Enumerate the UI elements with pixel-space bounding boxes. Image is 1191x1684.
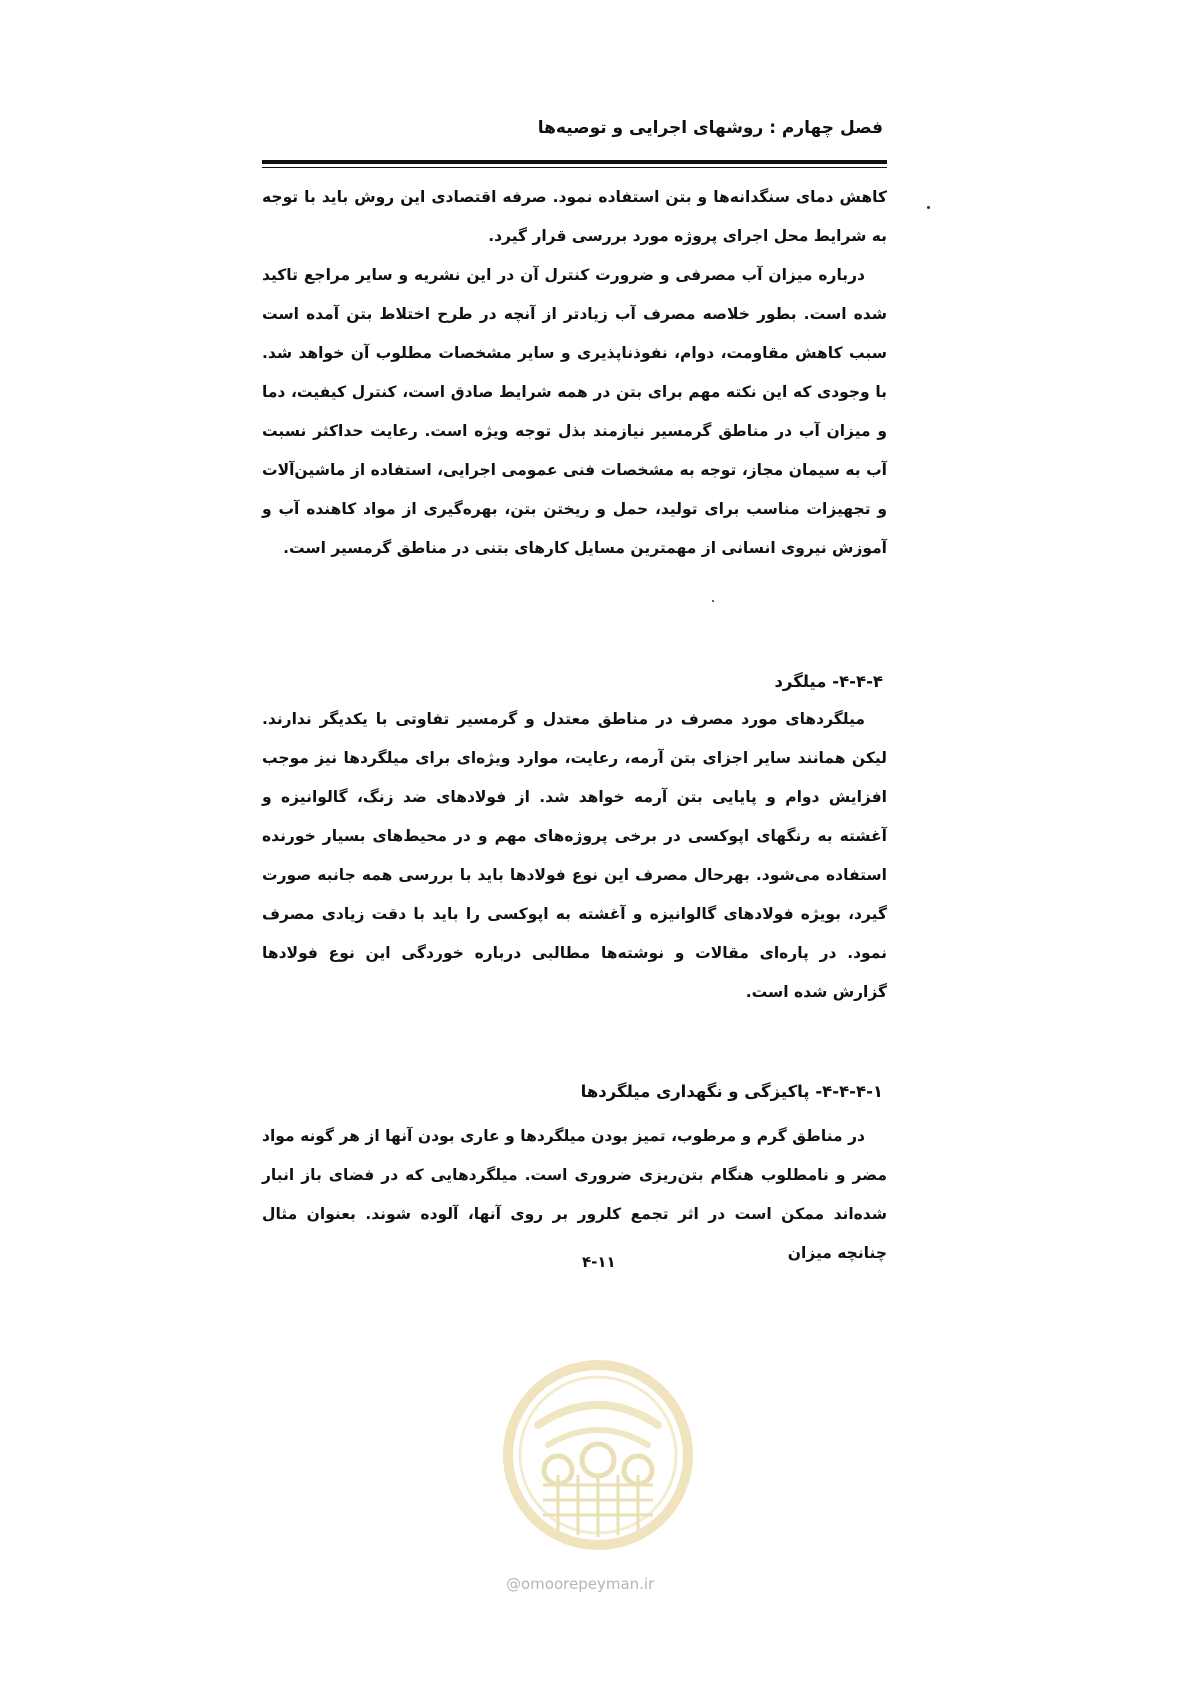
scan-speck	[712, 600, 714, 602]
section-heading-rebar-cleanliness: ۴-۴-۴-۱- پاکیزگی و نگهداری میلگردها	[580, 1082, 883, 1101]
rebar-text-block	[262, 700, 887, 1012]
watermark-logo-icon	[498, 1355, 698, 1555]
paragraph: کاهش دمای سنگدانه‌ها و بتن استفاده نمود. صرفه اقتصادی این روش باید با توجه به شرایط محل اجرای پروژه مورد بررسی قرار گیرد.	[262, 188, 887, 245]
chapter-header: فصل چهارم : روشهای اجرایی و توصیه‌ها	[537, 118, 883, 138]
header-rule-thin	[262, 167, 887, 168]
page-number: ۴-۱۱	[582, 1253, 616, 1271]
scan-speck	[927, 206, 930, 209]
intro-text-block	[262, 178, 887, 568]
watermark-site-text: @omoorepeyman.ir	[506, 1575, 655, 1593]
paragraph: میلگردهای مورد مصرف در مناطق معتدل و گرمسیر تفاوتی با یکدیگر ندارند. لیکن همانند سایر اجزای بتن آرمه، رعایت، موارد ویژه‌ای برای میلگردها نیز موجب افزایش دوام و پایایی بتن آرمه خواهد شد. از فولادهای ضد زنگ، گالوانیزه و آغشته به رنگهای اپوکسی در برخی پروژه‌های مهم و در محیط‌های بسیار خورنده استفاده می‌شود. بهرحال مصرف این نوع فولادها باید با بررسی همه جانبه صورت گیرد، بویژه فولادهای گالوانیزه و آغشته به اپوکسی را باید با دقت زیادی مصرف نمود. در پاره‌ای مقالات و نوشته‌ها مطالبی درباره خوردگی این نوع فولادها گزارش شده است.	[262, 710, 887, 1001]
at-sign-icon: @	[506, 1575, 521, 1593]
section-heading-rebar: ۴-۴-۴- میلگرد	[774, 672, 883, 691]
paragraph: در مناطق گرم و مرطوب، تمیز بودن میلگردها و عاری بودن آنها از هر گونه مواد مضر و نامطلوب هنگام بتن‌ریزی ضروری است. میلگردهایی که در فضای باز انبار شده‌اند ممکن است در اثر تجمع کلرور بر روی آنها، آلوده شوند. بعنوان مثال چنانچه میزان	[262, 1127, 887, 1262]
paragraph: درباره میزان آب مصرفی و ضرورت کنترل آن در این نشریه و سایر مراجع تاکید شده است. بطور خلاصه مصرف آب زیادتر از آنچه در طرح اختلاط بتن آمده است سبب کاهش مقاومت، دوام، نفوذناپذیری و سایر مشخصات مطلوب آن خواهد شد. با وجودی که این نکته مهم برای بتن در همه شرایط صادق است، کنترل کیفیت، دما و میزان آب در مناطق گرمسیر نیازمند بذل توجه ویژه است. رعایت حداکثر نسبت آب به سیمان مجاز، توجه به مشخصات فنی عمومی اجرایی، استفاده از ماشین‌آلات و تجهیزات مناسب برای تولید، حمل و ریختن بتن، بهره‌گیری از مواد کاهنده آب و آموزش نیروی انسانی از مهمترین مسایل کارهای بتنی در مناطق گرمسیر است.	[262, 266, 887, 557]
cleanliness-text-block	[262, 1117, 887, 1273]
header-rule-thick	[262, 160, 887, 164]
